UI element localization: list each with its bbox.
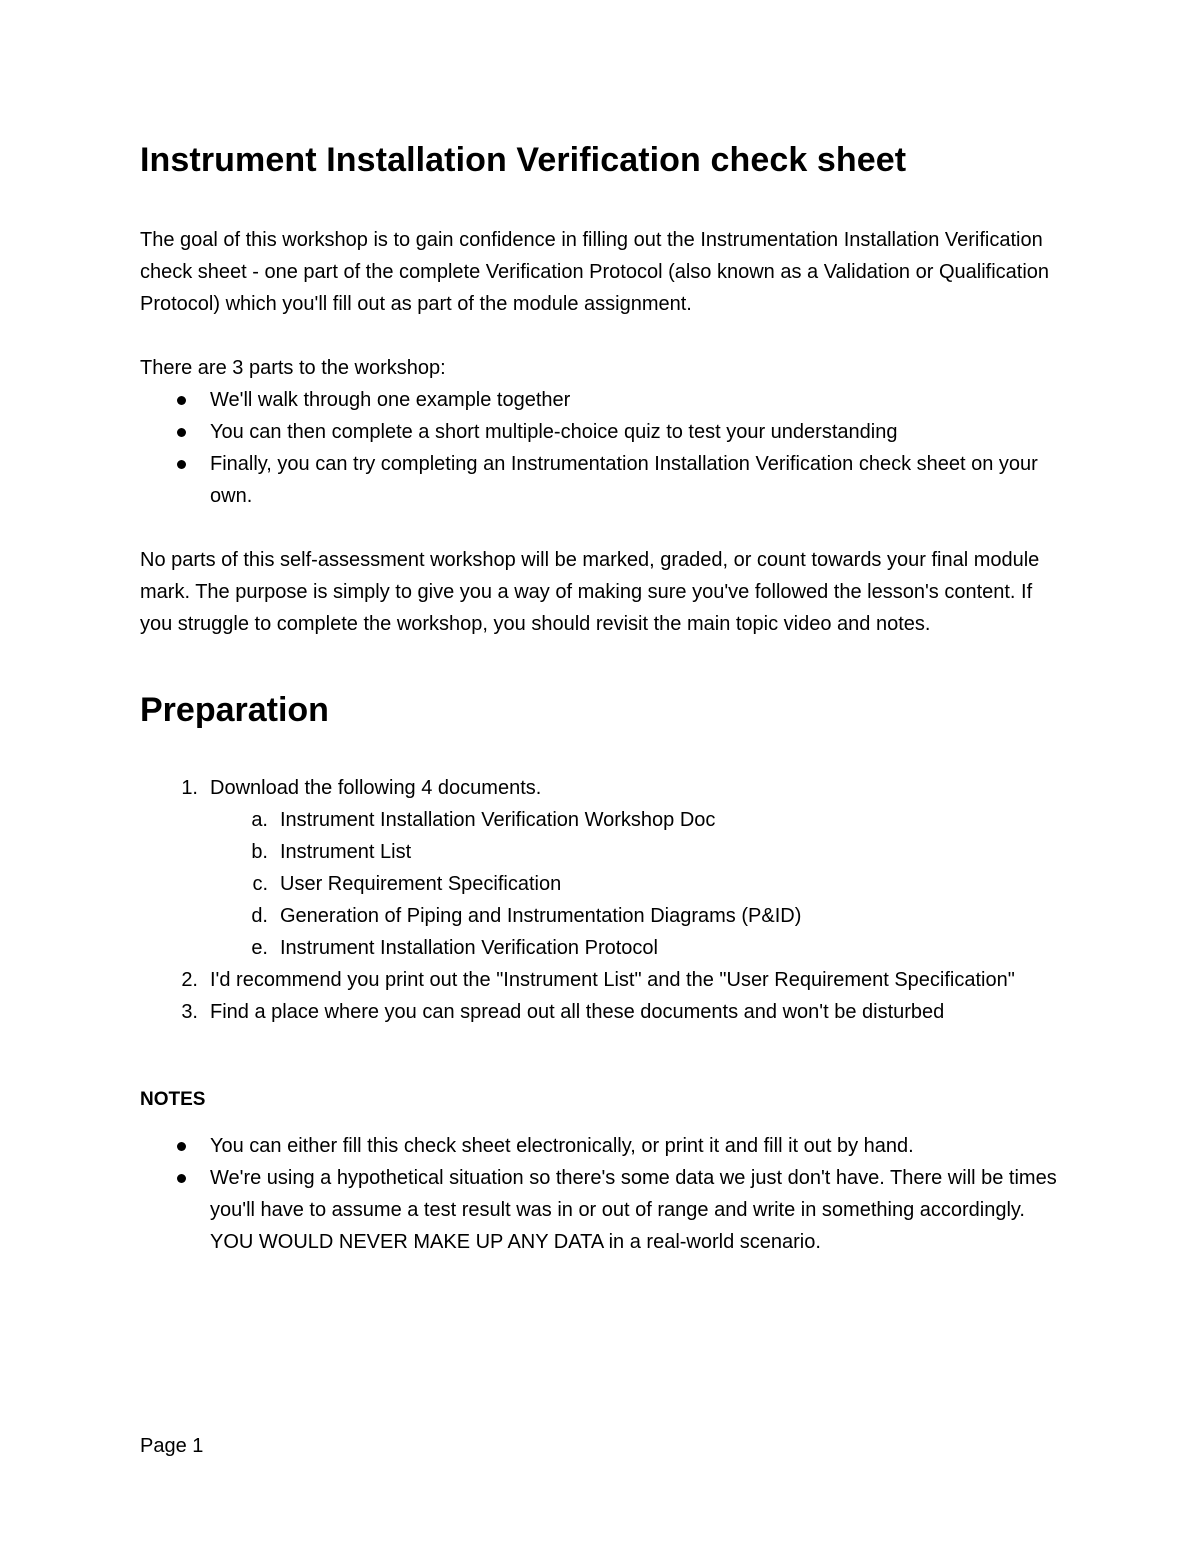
notes-heading: NOTES <box>140 1089 206 1110</box>
step-item <box>140 996 1065 1028</box>
bullet-icon <box>177 1142 186 1151</box>
list-item <box>140 384 1065 416</box>
list-item-text: You can either fill this check sheet electronically, or print it and fill it out by hand. <box>210 1135 914 1157</box>
intro-paragraph: The goal of this workshop is to gain confidence in filling out the Instrumentation Installation Verification check sheet - one part of the complete Verification Protocol (also known as a Validation or Qualification Protocol) which you'll fill out as part of the module assignment. <box>140 229 1050 315</box>
bullet-icon <box>177 428 186 437</box>
bullet-icon <box>177 396 186 405</box>
parts-list <box>140 384 1065 512</box>
list-item-text: You can then complete a short multiple-choice quiz to test your understanding <box>210 421 898 443</box>
step-item <box>140 964 1065 996</box>
document-item <box>210 932 1065 964</box>
document-letter: e. <box>251 937 268 959</box>
list-item-text: Finally, you can try completing an Instrumentation Installation Verification check sheet on your own. <box>210 453 1038 507</box>
step-number: 1. <box>181 777 198 799</box>
step-text: Download the following 4 documents. <box>210 777 542 799</box>
document-item <box>210 836 1065 868</box>
preparation-heading: Preparation <box>140 691 329 729</box>
list-item <box>140 1130 1065 1162</box>
document-letter: b. <box>251 841 268 863</box>
list-item <box>140 1162 1065 1258</box>
page-number: Page 1 <box>140 1435 204 1457</box>
parts-intro: There are 3 parts to the workshop: <box>140 357 446 379</box>
document-item <box>210 900 1065 932</box>
notes-list <box>140 1130 1065 1258</box>
document-letter: c. <box>252 873 268 895</box>
list-item <box>140 448 1065 512</box>
document-item <box>210 868 1065 900</box>
document-text: Instrument Installation Verification Workshop Doc <box>280 809 716 831</box>
list-item-text: We'll walk through one example together <box>210 389 571 411</box>
step-text: Find a place where you can spread out all these documents and won't be disturbed <box>210 1001 945 1023</box>
document-text: User Requirement Specification <box>280 873 562 895</box>
step-item <box>140 772 1065 964</box>
document-text: Instrument Installation Verification Protocol <box>280 937 658 959</box>
list-item <box>140 416 1065 448</box>
step-number: 3. <box>181 1001 198 1023</box>
bullet-icon <box>177 460 186 469</box>
preparation-steps <box>140 772 1065 1028</box>
document-text: Instrument List <box>280 841 412 863</box>
document-item <box>210 804 1065 836</box>
disclaimer-paragraph: No parts of this self-assessment workshop will be marked, graded, or count towards your final module mark. The purpose is simply to give you a way of making sure you've followed the lesson's content. If you struggle to complete the workshop, you should revisit the main topic video and notes. <box>140 549 1040 635</box>
document-text: Generation of Piping and Instrumentation Diagrams (P&ID) <box>280 905 802 927</box>
document-letter: a. <box>251 809 268 831</box>
document-content <box>140 138 1065 1258</box>
step-text: I'd recommend you print out the "Instrument List" and the "User Requirement Specification" <box>210 969 1015 991</box>
list-item-text: We're using a hypothetical situation so there's some data we just don't have. There will be times you'll have to assume a test result was in or out of range and write in something accordingly. YOU WOULD NEVER MAKE UP ANY DATA in a real-world scenario. <box>210 1167 1057 1253</box>
step-number: 2. <box>181 969 198 991</box>
documents-list <box>210 804 1065 964</box>
bullet-icon <box>177 1174 186 1183</box>
document-title: Instrument Installation Verification check sheet <box>140 141 907 179</box>
document-letter: d. <box>251 905 268 927</box>
